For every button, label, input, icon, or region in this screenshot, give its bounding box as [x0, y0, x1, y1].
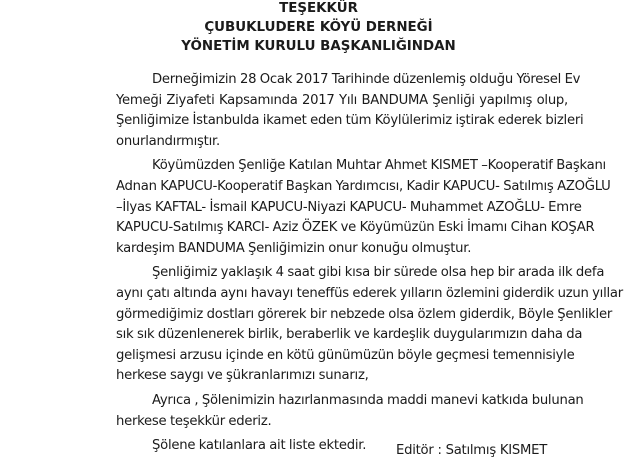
paragraph-line: herkese teşekkür ederiz.	[116, 413, 272, 429]
paragraph-line: Yemeği Ziyafeti Kapsamında 2017 Yılı BANDUMA Şenliği yapılmış olup,	[116, 92, 568, 108]
paragraph-line: –İlyas KAFTAL- İsmail KAPUCU-Niyazi KAPUCU- Muhammet AZOĞLU- Emre	[116, 199, 582, 215]
paragraph-line: Ayrıca , Şölenimizin hazırlanmasında maddi manevi katkıda bulunan	[152, 392, 584, 408]
paragraph-attendees	[80, 156, 611, 259]
paragraph-line: Adnan KAPUCU-Kooperatif Başkan Yardımcısı, Kadir KAPUCU- Satılmış AZOĞLU	[116, 178, 611, 194]
editor-signature: Editör : Satılmış KISMET	[396, 443, 548, 458]
paragraph-line: kardeşim BANDUMA Şenliğimizin onur konuğu olmuştur.	[116, 240, 472, 256]
paragraph-line: onurlandırmıştır.	[116, 133, 220, 149]
title-thanks: TEŞEKKÜR	[279, 1, 358, 16]
paragraph-line: Köyümüzden Şenliğe Katılan Muhtar Ahmet KISMET –Kooperatif Başkanı	[152, 158, 606, 174]
paragraph-line: herkese saygı ve şükranlarımızı sunarız,	[116, 368, 369, 384]
paragraph-line: Derneğimizin 28 Ocak 2017 Tarihinde düzenlemiş olduğu Yöresel Ev	[152, 72, 581, 87]
paragraph-thanks	[80, 391, 584, 432]
paragraph-line: Şenliğimize İstanbulda ikamet eden tüm Köylülerimiz iştirak ederek bizleri	[116, 113, 584, 129]
paragraph-line: aynı çatı altında aynı havayı teneffüs ederek yılların özlemini giderdik uzun yıllar	[116, 285, 623, 301]
paragraph-line: gelişmesi arzusu içinde en kötü günümüzün böyle geçmesi temennisiyle	[116, 347, 575, 363]
paragraph-line: Şölene katılanlara ait liste ektedir.	[152, 438, 367, 454]
letter-body	[80, 70, 623, 457]
association-name: ÇUBUKLUDERE KÖYÜ DERNEĞİ	[204, 20, 433, 35]
paragraph-line: Şenliğimiz yaklaşık 4 saat gibi kısa bir sürede olsa hep bir arada ilk defa	[152, 265, 605, 281]
paragraph-line: sık sık düzenlenerek birlik, beraberlik ve kardeşlik duygularımızın daha da	[116, 327, 583, 343]
paragraph-line: KAPUCU-Satılmış KARCI- Aziz ÖZEK ve Köyümüzün Eski İmamı Cihan KOŞAR	[116, 220, 595, 236]
paragraph-line: görmediğimiz dostları görerek bir nebzede olsa özlem giderdik, Böyle Şenlikler	[116, 306, 612, 322]
board-presidency: YÖNETİM KURULU BAŞKANLIĞINDAN	[181, 39, 456, 54]
paragraph-event-intro	[80, 70, 584, 152]
paragraph-reflection	[80, 263, 623, 387]
